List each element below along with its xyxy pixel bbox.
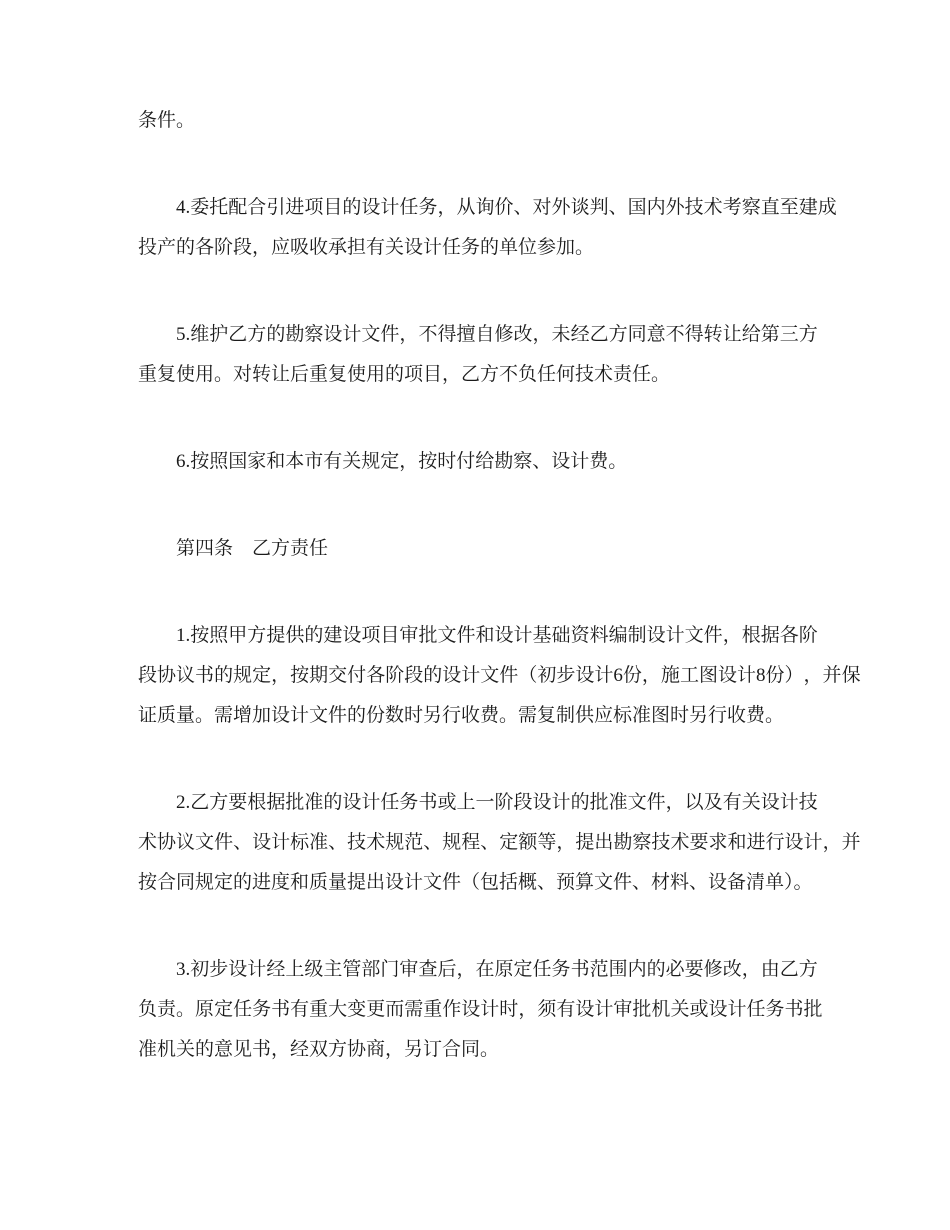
text-line: 2. 乙 方 要 根 据 批 准 的 设 计 任 务 书 或 上 一 阶 段 设 计 的 批 准 文 件 ， 以 及 有 关 设 计 技 <box>176 792 818 813</box>
text-line: 6.按照国家和本市有关规定，按时付给勘察、设计费。 <box>176 451 628 472</box>
text-line: 第四条 乙方责任 <box>176 538 329 559</box>
section-heading <box>138 529 813 569</box>
text-line: 条件。 <box>138 110 196 131</box>
text-line: 投产的各阶段，应吸收承担有关设计任务的单位参加。 <box>138 237 595 258</box>
text-line: 3. 初 步 设 计 经 上 级 主 管 部 门 审 查 后 ， 在 原 定 任 务 书 范 围 内 的 必 要 修 改 ， 由 乙 方 <box>176 959 818 980</box>
text-paragraph <box>138 315 818 395</box>
text-paragraph <box>138 950 823 1070</box>
text-line: 4. 委 托 配 合 引 进 项 目 的 设 计 任 务 ， 从 询 价 、 对 外 谈 判 、 国 内 外 技 术 考 察 直 至 建 成 <box>176 197 837 218</box>
text-line: 负 责 。 原 定 任 务 书 有 重 大 变 更 而 需 重 作 设 计 时 ， 须 有 设 计 审 批 机 关 或 设 计 任 务 书 批 <box>138 999 823 1020</box>
text-line: 准机关的意见书，经双方协商，另订合同。 <box>138 1039 500 1060</box>
text-paragraph <box>138 188 837 268</box>
text-line: 证质量。需增加设计文件的份数时另行收费。需复制供应标准图时另行收费。 <box>138 705 785 726</box>
text-line: 1. 按 照 甲 方 提 供 的 建 设 项 目 审 批 文 件 和 设 计 基 础 资 料 编 制 设 计 文 件 ， 根 据 各 阶 <box>176 625 818 646</box>
text-paragraph <box>138 783 861 903</box>
text-paragraph <box>138 101 813 141</box>
text-line: 术 协 议 文 件 、 设 计 标 准 、 技 术 规 范 、 规 程 、 定 额 等 ， 提 出 勘 察 技 术 要 求 和 进 行 设 计 ， 并 <box>138 832 861 853</box>
text-line: 重复使用。对转让后重复使用的项目，乙方不负任何技术责任。 <box>138 364 671 385</box>
text-paragraph <box>138 616 861 736</box>
text-line: 段 协 议 书 的 规 定 ， 按 期 交 付 各 阶 段 的 设 计 文 件 （ 初 步 设 计 6 份 ， 施 工 图 设 计 8 份 ） ， 并 保 <box>138 665 861 686</box>
text-line: 5. 维 护 乙 方 的 勘 察 设 计 文 件 ， 不 得 擅 自 修 改 ， 未 经 乙 方 同 意 不 得 转 让 给 第 三 方 <box>176 324 818 345</box>
document-content <box>138 101 861 1070</box>
text-paragraph <box>138 442 813 482</box>
text-line: 按合同规定的进度和质量提出设计文件（包括概、预算文件、材料、设备清单）。 <box>138 872 813 893</box>
